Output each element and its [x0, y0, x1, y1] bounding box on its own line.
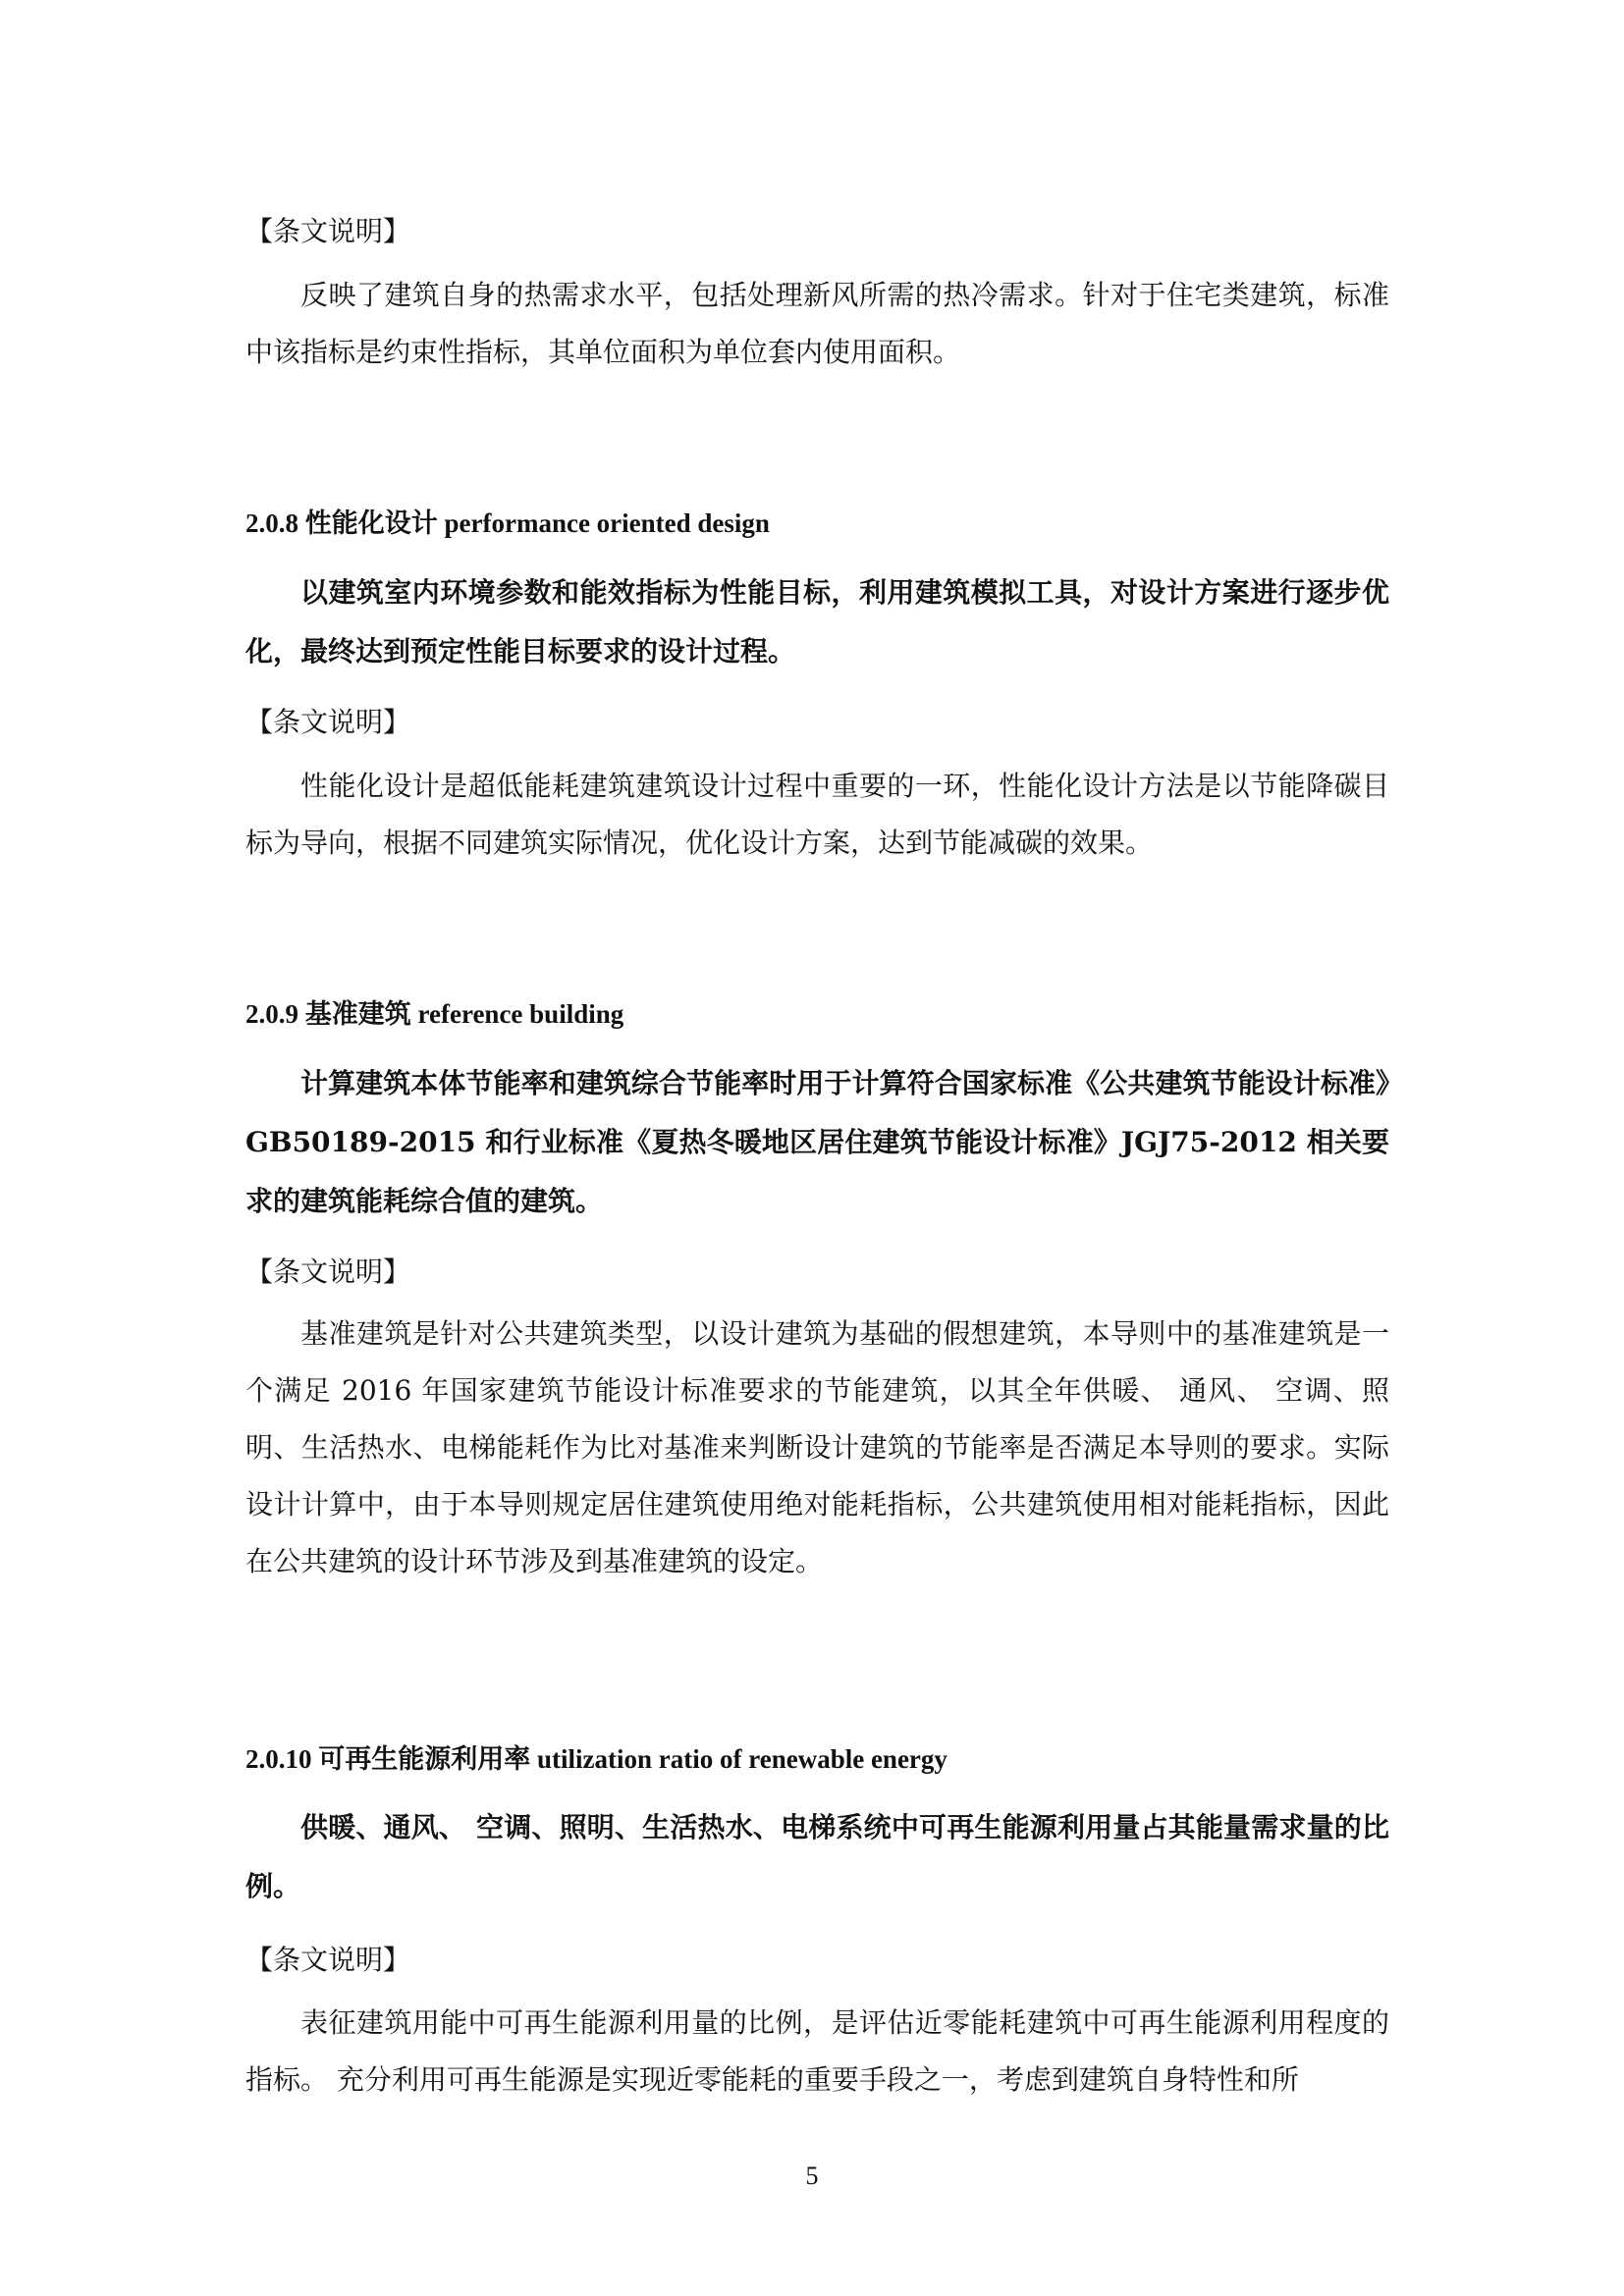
- definition-text: 以建筑室内环境参数和能效指标为性能目标，利用建筑模拟工具，对设计方案进行逐步优化，最终达到预定性能目标要求的设计过程。: [245, 576, 1389, 667]
- explanation-text: 基准建筑是针对公共建筑类型，以设计建筑为基础的假想建筑，本导则中的基准建筑是一个满足 2016 年国家建筑节能设计标准要求的节能建筑，以其全年供暖、 通风、 空调、照明、生活热水、电梯能耗作为比对基准来判断设计建筑的节能率是否满足本导则的要求。实际设计计算中，由于本导则规定居住建筑使用绝对能耗指标，公共建筑使用相对能耗指标，因此在公共建筑的设计环节涉及到基准建筑的设定。: [245, 1317, 1389, 1577]
- explanation-text: 表征建筑用能中可再生能源利用量的比例，是评估近零能耗建筑中可再生能源利用程度的指标。 充分利用可再生能源是实现近零能耗的重要手段之一，考虑到建筑自身特性和所: [245, 2006, 1389, 2096]
- note-label: 【条文说明】: [245, 1255, 411, 1288]
- note-label: 【条文说明】: [245, 706, 411, 738]
- definition-text: 供暖、通风、 空调、照明、生活热水、电梯系统中可再生能源利用量占其能量需求量的比例。: [245, 1811, 1389, 1902]
- definition-text: 计算建筑本体节能率和建筑综合节能率时用于计算符合国家标准《公共建筑节能设计标准》GB50189-2015 和行业标准《夏热冬暖地区居住建筑节能设计标准》JGJ75-2012 相关要求的建筑能耗综合值的建筑。: [245, 1067, 1389, 1217]
- section-heading: 2.0.8 性能化设计 performance oriented design: [245, 508, 770, 538]
- page-number: 5: [805, 2162, 819, 2190]
- explanation-text: 反映了建筑自身的热需求水平，包括处理新风所需的热冷需求。针对于住宅类建筑，标准中该指标是约束性指标，其单位面积为单位套内使用面积。: [245, 279, 1389, 368]
- section-heading: 2.0.9 基准建筑 reference building: [245, 999, 624, 1029]
- note-label: 【条文说明】: [245, 1944, 411, 1976]
- explanation-text: 性能化设计是超低能耗建筑建筑设计过程中重要的一环，性能化设计方法是以节能降碳目标为导向，根据不同建筑实际情况，优化设计方案，达到节能减碳的效果。: [245, 770, 1389, 859]
- note-label: 【条文说明】: [245, 215, 411, 247]
- section-heading: 2.0.10 可再生能源利用率 utilization ratio of renewable energy: [245, 1744, 947, 1774]
